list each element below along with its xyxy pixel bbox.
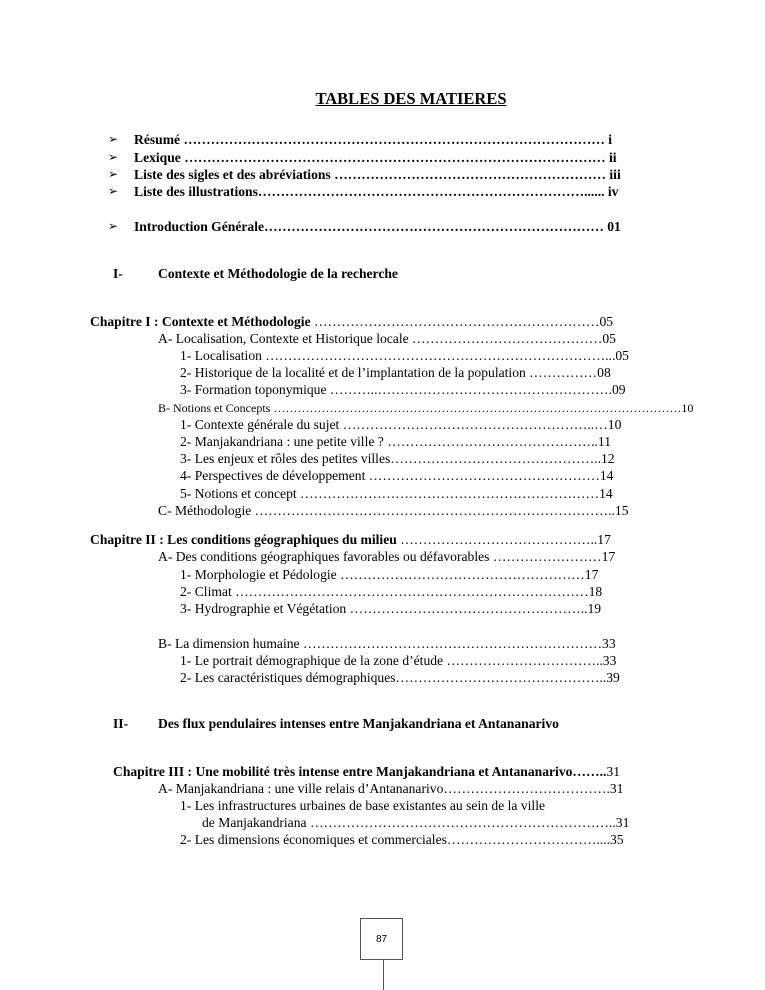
part-title: Des flux pendulaires intenses entre Manjakandriana et Antananarivo — [158, 716, 559, 731]
toc-subsection: 3- Formation toponymique ………..…………………………………………….09 — [180, 382, 626, 397]
toc-section: B- La dimension humaine …………………………………………………………33 — [158, 636, 616, 651]
toc-subsection: 1- Localisation …………………………………………………………………...05 — [180, 348, 629, 363]
arrow-bullet-icon: ➢ — [108, 219, 119, 233]
arrow-bullet-icon: ➢ — [108, 167, 119, 181]
toc-front-item: Liste des illustrations………………………………………………………………...... iv — [134, 184, 619, 199]
toc-subsection: 1- Morphologie et Pédologie ………………………………………………17 — [180, 567, 599, 582]
page-title: TABLES DES MATIERES — [315, 89, 507, 108]
toc-section: A- Des conditions géographiques favorables ou défavorables ……………………17 — [158, 549, 616, 564]
toc-subsection: 2- Manjakandriana : une petite ville ? ………………………………………..11 — [180, 434, 612, 449]
toc-section: A- Manjakandriana : une ville relais d’Antananarivo……………………………….31 — [158, 781, 624, 796]
toc-subsection: 4- Perspectives de développement ……………………………………………14 — [180, 468, 614, 483]
toc-subsection: 3- Hydrographie et Végétation ……………………………………………..19 — [180, 601, 602, 616]
chapter-page: 31 — [606, 764, 620, 779]
toc-section-text: B- Notions et Concepts …………………………………………………………………………………………10 — [158, 401, 694, 415]
chapter-title: Chapitre II : Les conditions géographiques du milieu — [90, 532, 397, 547]
toc-front-item: Introduction Générale………………………………………………………………… 01 — [134, 219, 621, 234]
part-number: I- — [113, 266, 123, 281]
toc-subsection: 1- Le portrait démographique de la zone d’étude ……………………………..33 — [180, 653, 617, 668]
part-number: II- — [113, 716, 129, 731]
toc-subsection: 2- Les caractéristiques démographiques………………………………………..39 — [180, 670, 620, 685]
toc-subsection: 2- Climat ……………………………………………………………………18 — [180, 584, 603, 599]
chapter-title: Chapitre III : Une mobilité très intense entre Manjakandriana et Antananarivo…….. — [113, 764, 607, 779]
toc-front-item: Liste des sigles et des abréviations …………………………………………………… iii — [134, 167, 621, 182]
toc-subsection: 2- Les dimensions économiques et commerciales……………………………....35 — [180, 832, 624, 847]
toc-section: C- Méthodologie ……………………………………………………………………..15 — [158, 503, 629, 518]
toc-subsection: 2- Historique de la localité et de l’implantation de la population ……………08 — [180, 365, 611, 380]
page-number: 87 — [360, 918, 403, 960]
part-title: Contexte et Méthodologie de la recherche — [158, 266, 398, 281]
toc-front-item: Résumé ………………………………………………………………………………… i — [134, 132, 613, 147]
toc-front-item: Lexique ………………………………………………………………………………… ii — [134, 150, 617, 165]
chapter-title: Chapitre I : Contexte et Méthodologie — [90, 314, 311, 329]
toc-subsection: 1- Les infrastructures urbaines de base existantes au sein de la ville — [180, 798, 546, 813]
arrow-bullet-icon: ➢ — [108, 184, 119, 198]
chapter-heading — [90, 532, 611, 548]
chapter-heading — [90, 314, 613, 330]
toc-subsection-continued: de Manjakandriana …………………………………………………………..31 — [202, 815, 630, 830]
chapter-page: ……………………………………..17 — [396, 532, 611, 547]
chapter-page: ………………………………………………………05 — [310, 314, 614, 329]
chapter-heading — [113, 764, 620, 780]
arrow-bullet-icon: ➢ — [108, 150, 119, 164]
toc-subsection: 3- Les enjeux et rôles des petites villes………………………………………..12 — [180, 451, 615, 466]
toc-section: A- Localisation, Contexte et Historique locale ……………………………………05 — [158, 331, 616, 346]
toc-section — [158, 400, 693, 416]
toc-subsection: 1- Contexte générale du sujet ………………………………………………..…10 — [180, 417, 622, 432]
arrow-bullet-icon: ➢ — [108, 132, 119, 146]
page-number-line — [383, 960, 384, 990]
toc-subsection: 5- Notions et concept …………………………………………………………14 — [180, 486, 613, 501]
